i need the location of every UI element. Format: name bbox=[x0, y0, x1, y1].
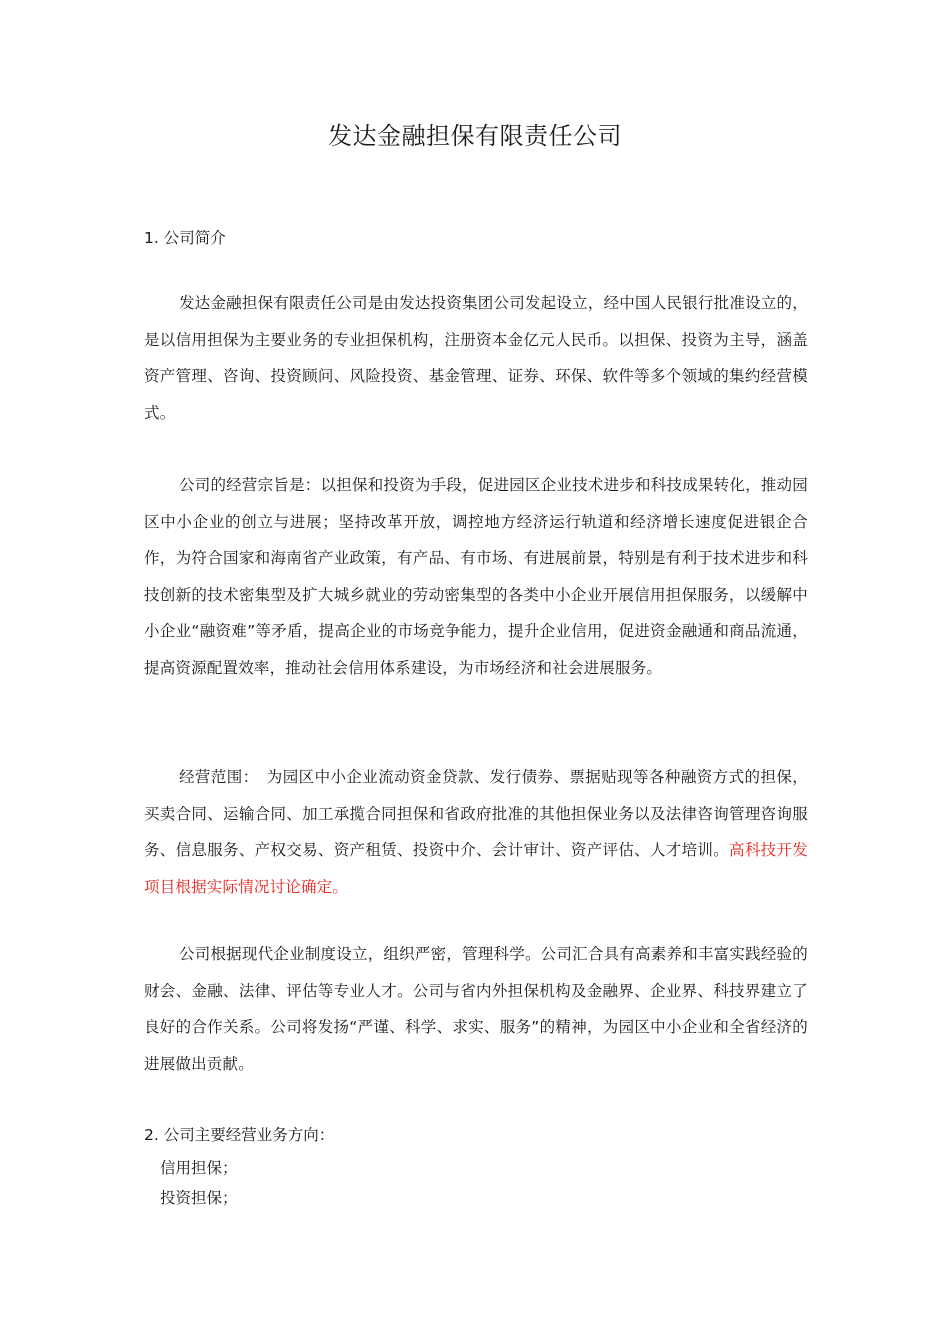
company-intro-paragraph: 发达金融担保有限责任公司是由发达投资集团公司发起设立，经中国人民银行批准设立的，是以信用担保为主要业务的专业担保机构，注册资本金亿元人民币。以担保、投资为主导，涵盖资产管理、咨询、投资顾问、风险投资、基金管理、证券、环保、软件等多个领域的集约经营模式。 bbox=[144, 294, 808, 422]
business-scope-text: 经营范围： 为园区中小企业流动资金贷款、发行债券、票据贴现等各种融资方式的担保，买卖合同、运输合同、加工承揽合同担保和省政府批准的其他担保业务以及法律咨询管理咨询服务、信息服务、产权交易、资产租赁、投资中介、会计审计、资产评估、人才培训。 bbox=[144, 768, 808, 859]
business-purpose-paragraph: 公司的经营宗旨是：以担保和投资为手段，促进园区企业技术进步和科技成果转化，推动园区中小企业的创立与进展；坚持改革开放，调控地方经济运行轨道和经济增长速度促进银企合作，为符合国家和海南省产业政策，有产品、有市场、有进展前景，特别是有利于技术进步和科技创新的技术密集型及扩大城乡就业的劳动密集型的各类中小企业开展信用担保服务，以缓解中小企业“融资难”等矛盾，提高企业的市场竞争能力，提升企业信用，促进资金融通和商品流通，提高资源配置效率，推动社会信用体系建设，为市场经济和社会进展服务。 bbox=[144, 476, 808, 677]
section-1-heading: 1. 公司简介 bbox=[144, 229, 226, 247]
document-title: 发达金融担保有限责任公司 bbox=[328, 122, 622, 150]
list-item: 投资担保； bbox=[160, 1189, 238, 1207]
business-scope-paragraph bbox=[144, 759, 808, 905]
business-scope-highlight: 高科技开发项目根据实际情况讨论确定。 bbox=[144, 841, 808, 896]
company-closing-paragraph: 公司根据现代企业制度设立，组织严密，管理科学。公司汇合具有高素养和丰富实践经验的财会、金融、法律、评估等专业人才。公司与省内外担保机构及金融界、企业界、科技界建立了良好的合作关系。公司将发扬“严谨、科学、求实、服务”的精神，为园区中小企业和全省经济的进展做出贡献。 bbox=[144, 945, 808, 1073]
business-direction-list bbox=[160, 1153, 238, 1213]
section-2-heading: 2. 公司主要经营业务方向： bbox=[144, 1126, 335, 1144]
list-item: 信用担保； bbox=[160, 1159, 238, 1177]
